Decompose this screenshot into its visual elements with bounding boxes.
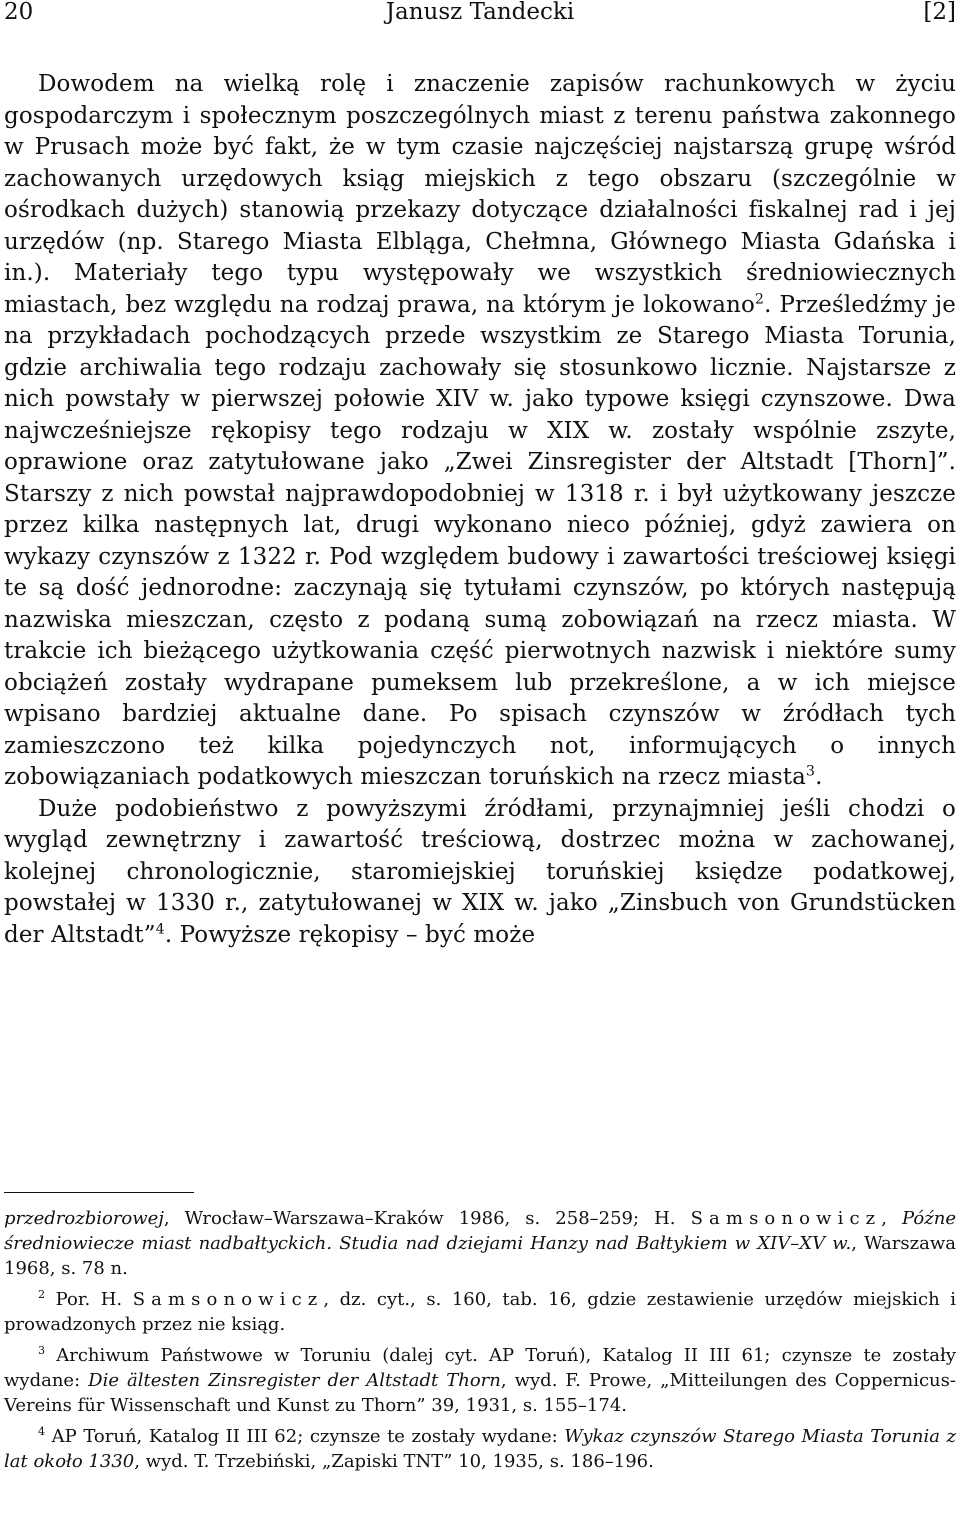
running-title: Janusz Tandecki [385,0,575,25]
fn-cont-text-e: , Warszawa 1968, s. 78 n. [4,1233,956,1279]
footnote-3-number: 3 [38,1344,46,1357]
footnote-ref-2[interactable]: 2 [754,290,765,307]
section-marker: [2] [923,0,956,25]
paragraph-1-text-c: . [815,764,823,790]
footnote-3-text-a: Archiwum Państwowe w Toruniu (dalej cyt. AP Toruń), Katalog II III 61; czynsze te zostały wydane: [4,1345,956,1391]
footnote-2 [4,1287,956,1337]
fn-cont-italic-d: Późne średniowiecze miast nadbałtyckich. Studia nad dziejami Hanzy nad Bałtykiem w XIV–XV w. [4,1208,956,1254]
footnote-4-text-a: AP Toruń, Katalog II III 62; czynsze te zostały wydane: [45,1426,565,1447]
fn-cont-text-c: , [881,1208,903,1229]
footnote-4-text-c: , wyd. T. Trzebiński, „Zapiski TNT” 10, 1935, s. 186–196. [134,1451,654,1472]
page-number: 20 [4,0,34,25]
running-header [4,0,956,40]
footnote-4-italic-title: Wykaz czynszów Starego Miasta Torunia z lat około 1330 [4,1426,956,1472]
footnote-4-number: 4 [38,1425,46,1438]
footnote-2-number: 2 [38,1288,46,1301]
footnote-separator [4,1192,194,1193]
footnote-4 [4,1424,956,1474]
footnote-2-text-a: Por. H. [45,1289,133,1310]
paragraph-1-text-b: . Prześledźmy je na przykładach pochodzących przede wszystkim ze Starego Miasta Torunia, gdzie archiwalia tego rodzaju zachowały się stosunkowo licznie. Najstarsze z nich powstały w pierwszej połowie XIV w. jako typowe księgi czynszowe. Dwa najwcześniejsze rękopisy tego rodzaju w XIX w. zostały wspólnie zszyte, oprawione oraz zatytułowane jako „Zwei Zinsregister der Altstadt [Thorn]”. Starszy z nich powstał najprawdopodobniej w 1318 r. i był użytkowany jeszcze przez kilka następnych lat, drugi wykonano nieco później, gdyż zawiera on wykazy czynszów z 1322 r. Pod względem budowy i zawartości treściowej księgi te są dość jednorodne: zaczynają się tytułami czynszów, po których następują nazwiska mieszczan, często z podaną sumą zobowiązań na rzecz miasta. W trakcie ich bieżącego użytkowania część pierwotnych nazwisk i niektóre sumy obciążeń zostały wydrapane pumeksem lub przekreślone, a w ich miejsce wpisano bardziej aktualne dane. Po spisach czynszów w źródłach tych zamieszczono też kilka pojedynczych not, informujących o innych zobowiązaniach podatkowych mieszczan toruńskich na rzecz miasta [4,291,956,790]
footnote-ref-3[interactable]: 3 [805,763,816,780]
main-text [4,69,956,951]
paragraph-1-text-a: Dowodem na wielką rolę i znaczenie zapisów rachunkowych w życiu gospodarczym i społecznym poszczególnych miast z terenu państwa zakonnego w Prusach może być fakt, że w tym czasie najczęściej najstarszą grupę wśród zachowanych urzędowych ksiąg miejskich z tego obszaru (szczególnie w ośrodkach dużych) stanowią przekazy dotyczące działalności fiskalnej rad i jej urzędów (np. Starego Miasta Elbląga, Chełmna, Głównego Miasta Gdańska i in.). Materiały tego typu występowały we wszystkich średniowiecznych miastach, bez względu na rodzaj prawa, na którym je lokowano [4,71,956,318]
paragraph-2-text-b: . Powyższe rękopisy – być może [164,921,536,948]
footnote-3-italic-title: Die ältesten Zinsregister der Altstadt Thorn [88,1370,501,1391]
footnotes [4,1206,956,1474]
footnote-3-text-c: , wyd. F. Prowe, „Mitteilungen des Coppernicus-Vereins für Wissenschaft und Kunst zu Thorn” 39, 1931, s. 155–174. [4,1370,956,1416]
footnote-3 [4,1343,956,1418]
fn-cont-italic-a: przedrozbiorowej [4,1208,164,1229]
footnote-continuation [4,1206,956,1281]
document-page [4,0,956,1528]
footnote-ref-4[interactable]: 4 [155,920,165,937]
fn-cont-text-b: , Wrocław–Warszawa–Kraków 1986, s. 258–259; H. [163,1208,691,1229]
paragraph-1 [4,69,956,794]
paragraph-2 [4,794,956,952]
footnote-2-author: Samsonowicz [132,1289,324,1310]
fn-cont-author: Samsonowicz [690,1208,882,1229]
footnote-2-text-b: , dz. cyt., s. 160, tab. 16, gdzie zestawienie urzędów miejskich i prowadzonych przez nie ksiąg. [4,1289,956,1335]
paragraph-2-text-a: Duże podobieństwo z powyższymi źródłami, przynajmniej jeśli chodzi o wygląd zewnętrzny i zawartość treściową, dostrzec można w zachowanej, kolejnej chronologicznie, staromiejskiej toruńskiej księdze podatkowej, powstałej w 1330 r., zatytułowanej w XIX w. jako „Zinsbuch von Grundstücken der Altstadt” [4,795,956,948]
